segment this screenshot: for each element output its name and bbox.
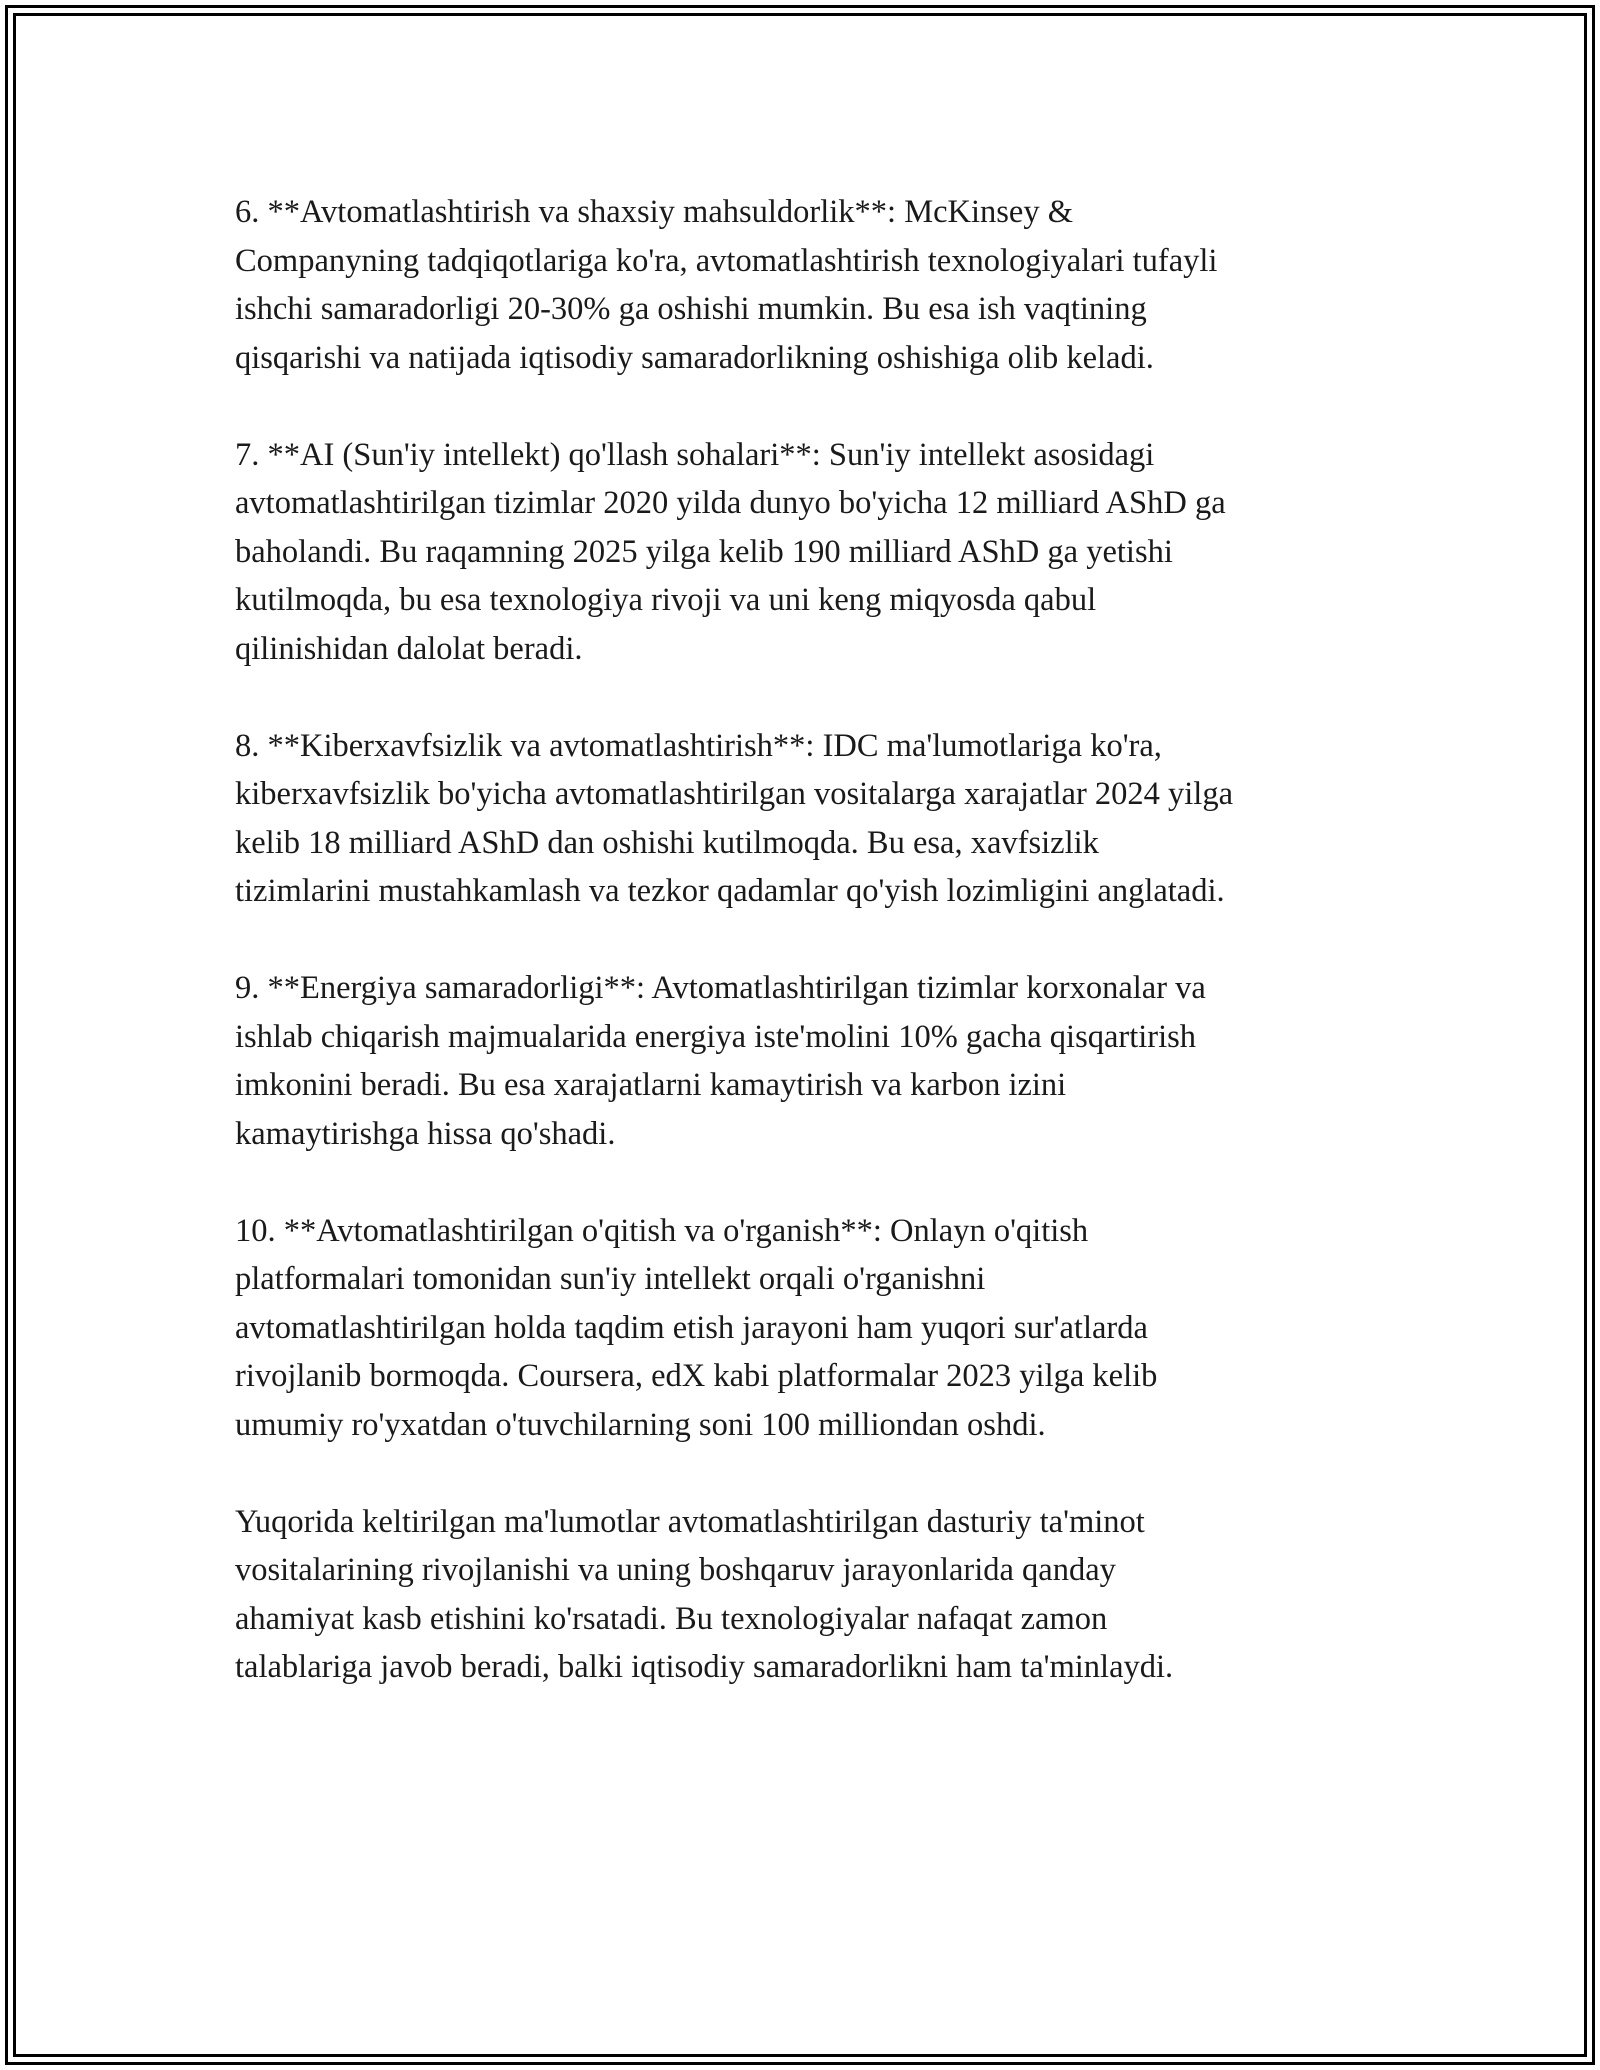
text-line: ishlab chiqarish majmualarida energiya iste'molini 10% gacha qisqartirish (235, 1018, 1197, 1055)
text-line: 10. **Avtomatlashtirilgan o'qitish va o'rganish**: Onlayn o'qitish (235, 1212, 1089, 1249)
paragraph-item-6 (235, 188, 1375, 382)
text-line: umumiy ro'yxatdan o'tuvchilarning soni 100 milliondan oshdi. (235, 1406, 1046, 1443)
paragraph-item-9 (235, 964, 1375, 1158)
text-line: ahamiyat kasb etishini ko'rsatadi. Bu texnologiyalar nafaqat zamon (235, 1600, 1108, 1637)
paragraph-conclusion (235, 1498, 1375, 1692)
text-line: kiberxavfsizlik bo'yicha avtomatlashtirilgan vositalarga xarajatlar 2024 yilga (235, 776, 1233, 812)
text-line: vositalarining rivojlanishi va uning boshqaruv jarayonlarida qanday (235, 1552, 1116, 1588)
text-line: Yuqorida keltirilgan ma'lumotlar avtomatlashtirilgan dasturiy ta'minot (235, 1503, 1145, 1540)
text-line: 8. **Kiberxavfsizlik va avtomatlashtirish**: IDC ma'lumotlariga ko'ra, (235, 727, 1162, 764)
text-line: qilinishidan dalolat beradi. (235, 630, 583, 667)
text-line: avtomatlashtirilgan holda taqdim etish jarayoni ham yuqori sur'atlarda (235, 1309, 1148, 1346)
paragraph-item-8 (235, 722, 1375, 916)
text-line: platformalari tomonidan sun'iy intellekt orqali o'rganishni (235, 1261, 986, 1297)
text-line: 7. **AI (Sun'iy intellekt) qo'llash sohalari**: Sun'iy intellekt asosidagi (235, 436, 1155, 473)
text-line: qisqarishi va natijada iqtisodiy samaradorlikning oshishiga olib keladi. (235, 339, 1154, 376)
text-line: rivojlanib bormoqda. Coursera, edX kabi platformalar 2023 yilga kelib (235, 1358, 1158, 1394)
text-line: imkonini beradi. Bu esa xarajatlarni kamaytirish va karbon izini (235, 1067, 1067, 1103)
text-line: kelib 18 milliard AShD dan oshishi kutilmoqda. Bu esa, xavfsizlik (235, 824, 1099, 861)
paragraph-item-7 (235, 431, 1375, 674)
text-line: Companyning tadqiqotlariga ko'ra, avtomatlashtirish texnologiyalari tufayli (235, 242, 1218, 279)
text-line: baholandi. Bu raqamning 2025 yilga kelib 190 milliard AShD ga yetishi (235, 533, 1173, 570)
document-body (235, 188, 1375, 1740)
paragraph-item-10 (235, 1207, 1375, 1450)
text-line: 6. **Avtomatlashtirish va shaxsiy mahsuldorlik**: McKinsey & (235, 194, 1074, 230)
text-line: 9. **Energiya samaradorligi**: Avtomatlashtirilgan tizimlar korxonalar va (235, 970, 1206, 1006)
text-line: talablariga javob beradi, balki iqtisodiy samaradorlikni ham ta'minlaydi. (235, 1649, 1174, 1685)
text-line: tizimlarini mustahkamlash va tezkor qadamlar qo'yish lozimligini anglatadi. (235, 873, 1225, 909)
text-line: avtomatlashtirilgan tizimlar 2020 yilda dunyo bo'yicha 12 milliard AShD ga (235, 485, 1226, 521)
text-line: ishchi samaradorligi 20-30% ga oshishi mumkin. Bu esa ish vaqtining (235, 291, 1147, 327)
text-line: kutilmoqda, bu esa texnologiya rivoji va uni keng miqyosda qabul (235, 582, 1097, 618)
text-line: kamaytirishga hissa qo'shadi. (235, 1115, 616, 1152)
